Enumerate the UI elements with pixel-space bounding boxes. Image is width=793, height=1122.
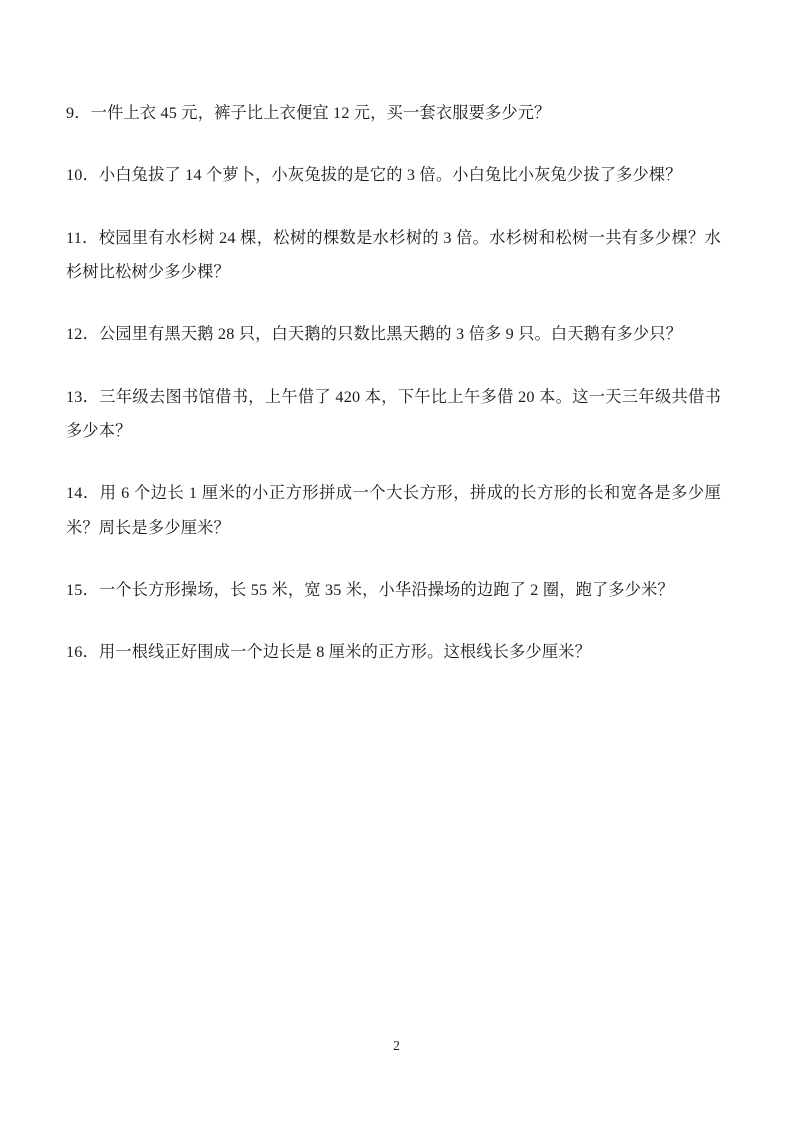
problem-item-9: 9．一件上衣 45 元，裤子比上衣便宜 12 元，买一套衣服要多少元？ <box>66 104 551 122</box>
problem-list <box>66 96 721 670</box>
problem-item-15: 15．一个长方形操场，长 55 米，宽 35 米，小华沿操场的边跑了 2 圈，跑了多少米？ <box>66 581 674 600</box>
problem-item-13: 13．三年级去图书馆借书，上午借了 420 本，下午比上午多借 20 本。这一天三年级共借书多少本？ <box>66 387 721 441</box>
problem-item-12: 12．公园里有黑天鹅 28 只，白天鹅的只数比黑天鹅的 3 倍多 9 只。白天鹅有多少只？ <box>66 325 683 344</box>
problem-item-11: 11．校园里有水杉树 24 棵，松树的棵数是水杉树的 3 倍。水杉树和松树一共有多少棵？水杉树比松树少多少棵？ <box>66 228 721 282</box>
problem-item-14: 14．用 6 个边长 1 厘米的小正方形拼成一个大长方形，拼成的长方形的长和宽各是多少厘米？周长是多少厘米？ <box>66 484 721 537</box>
problem-item-16: 16．用一根线正好围成一个边长是 8 厘米的正方形。这根线长多少厘米？ <box>66 643 591 662</box>
problem-item-10: 10．小白兔拔了 14 个萝卜，小灰兔拔的是它的 3 倍。小白兔比小灰兔少拔了多少棵？ <box>66 166 682 185</box>
page-number: 2 <box>393 1038 400 1053</box>
